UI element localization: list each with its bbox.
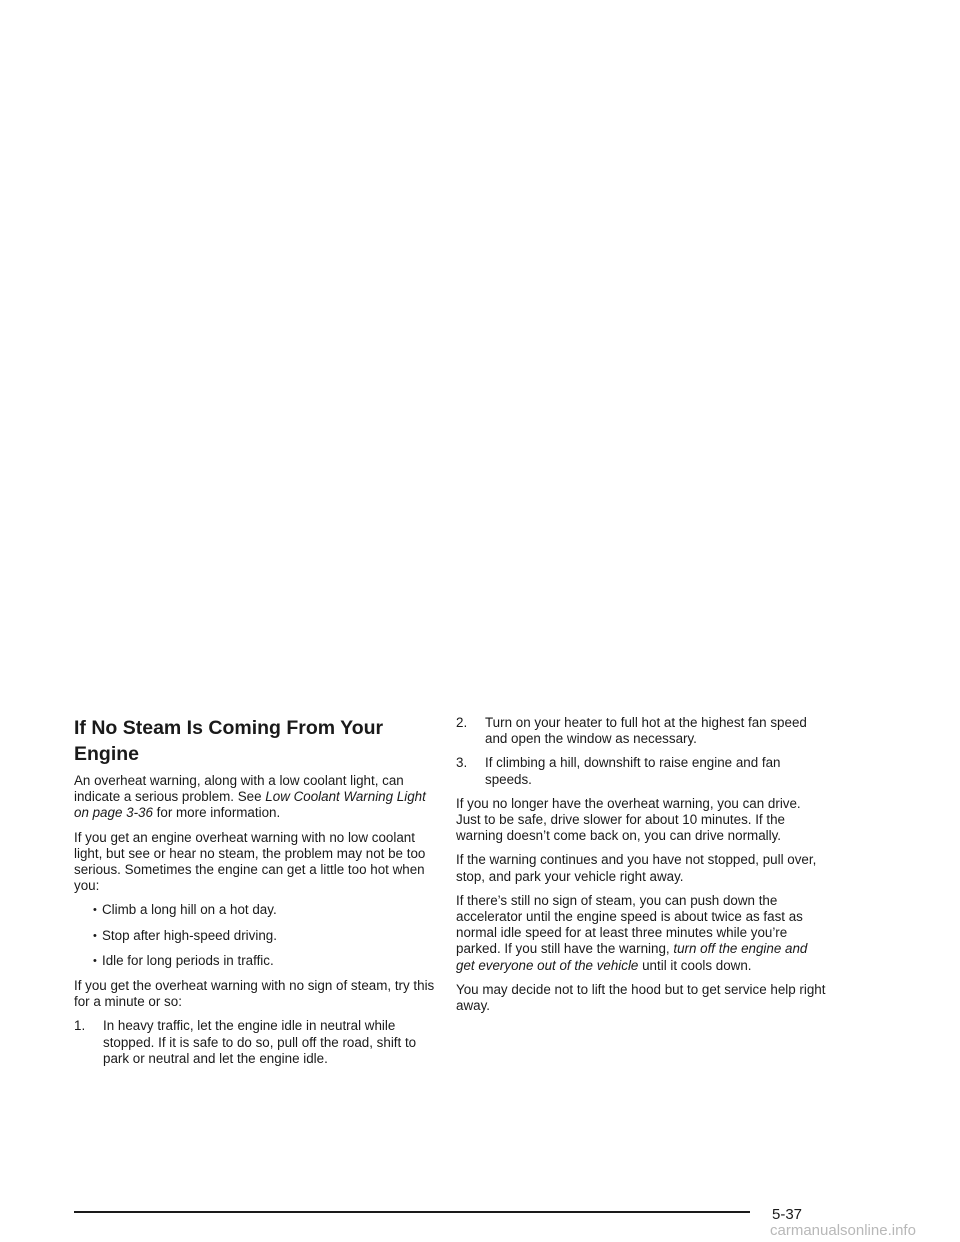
step-item — [456, 755, 826, 787]
cross-reference-link: Low Coolant Warning Light on page 3-36 — [74, 789, 426, 821]
step-item — [456, 715, 826, 747]
right-column — [456, 715, 826, 1022]
safety-emphasis: turn off the engine and get everyone out of the vehicle — [456, 941, 808, 973]
warning-continues-paragraph: If the warning continues and you have not stopped, pull over, stop, and park your vehicle right away. — [456, 852, 817, 884]
list-item-text: Idle for long periods in traffic. — [102, 952, 274, 968]
intro-text: An overheat warning, along with a low coolant light, can indicate a serious problem. See — [74, 773, 404, 805]
bullet-icon: • — [93, 904, 97, 917]
footer-rule — [74, 1211, 750, 1213]
list-item — [74, 902, 444, 918]
list-item-text: Stop after high-speed driving. — [102, 927, 277, 943]
steps-list-right — [456, 715, 826, 788]
step-text: Turn on your heater to full hot at the highest fan speed and open the window as necessary. — [485, 715, 807, 747]
intro-paragraph — [74, 773, 444, 822]
no-steam-paragraph — [456, 893, 826, 974]
list-item-text: Climb a long hill on a hot day. — [102, 902, 277, 918]
no-steam-text: If there’s still no sign of steam, you can push down the accelerator until the engine speed is about twice as fast as normal idle speed for at least three minutes while you’re parked. If you still have the warning, — [456, 892, 803, 957]
section-heading: If No Steam Is Coming From Your Engine — [74, 717, 384, 765]
service-paragraph: You may decide not to lift the hood but to get service help right away. — [456, 981, 826, 1014]
step-text: In heavy traffic, let the engine idle in neutral while stopped. If it is safe to do so, pull off the road, shift to park or neutral and let the engine idle. — [103, 1018, 417, 1066]
list-item — [74, 928, 444, 944]
left-column — [74, 715, 444, 1075]
watermark: carmanualsonline.info — [770, 1222, 916, 1239]
bullet-icon: • — [93, 954, 97, 967]
intro-text-end: for more information. — [152, 805, 281, 821]
step-text: If climbing a hill, downshift to raise engine and fan speeds. — [485, 755, 781, 787]
try-this-paragraph: If you get the overheat warning with no sign of steam, try this for a minute or so: — [74, 978, 435, 1010]
step-number: 1. — [74, 1018, 86, 1034]
no-warning-paragraph: If you no longer have the overheat warning, you can drive. Just to be safe, drive slower for about 10 minutes. If the warning doesn’t come back on, you can drive normally. — [456, 795, 801, 844]
step-number: 2. — [456, 715, 468, 730]
conditions-list — [74, 902, 444, 969]
step-number: 3. — [456, 755, 468, 771]
step-item — [74, 1018, 444, 1067]
steps-list-left — [74, 1018, 444, 1067]
bullet-icon: • — [93, 929, 97, 942]
overheat-paragraph: If you get an engine overheat warning with no low coolant light, but see or hear no steam, the problem may not be too serious. Sometimes the engine can get a little too hot when you: — [74, 829, 426, 894]
no-steam-text-end: until it cools down. — [638, 957, 752, 973]
page-number: 5-37 — [772, 1206, 803, 1223]
list-item — [74, 953, 444, 969]
